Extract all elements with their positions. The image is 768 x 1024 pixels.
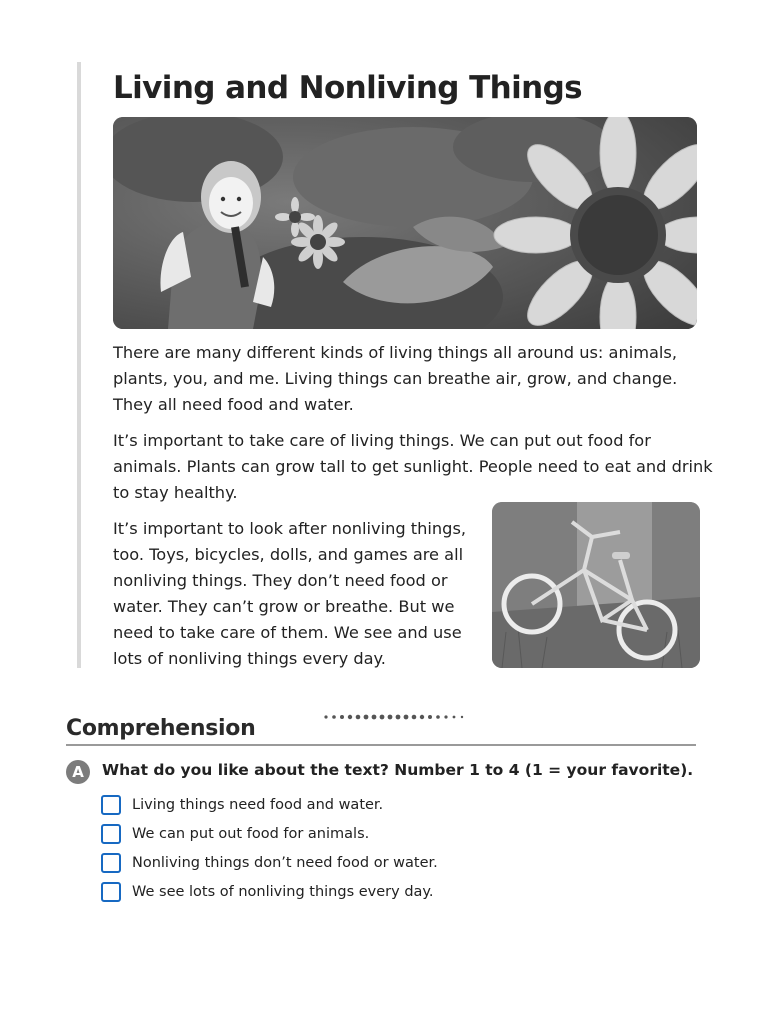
option-label: We see lots of nonliving things every day. [132, 883, 434, 900]
margin-rule [77, 62, 81, 668]
page-title: Living and Nonliving Things [113, 70, 583, 106]
list-item [101, 819, 438, 848]
paragraph-take-care-living: It’s important to take care of living things. We can put out food for animals. Plants can grow tall to get sunlight. People need to eat and drink to stay healthy. [113, 431, 713, 502]
comprehension-rule [66, 744, 696, 746]
exercise-a-question: What do you like about the text? Number 1 to 4 (1 = your favorite). [102, 761, 694, 779]
option-list [101, 790, 438, 906]
list-item [101, 877, 438, 906]
list-item [101, 790, 438, 819]
bicycle-against-tree-photo [492, 502, 700, 668]
exercise-a-badge: A [66, 760, 90, 784]
girl-with-sunflowers-photo [113, 117, 697, 329]
option-label: We can put out food for animals. [132, 825, 370, 842]
paragraph-nonliving-things: It’s important to look after nonliving things, too. Toys, bicycles, dolls, and games are all nonliving things. They don’t need food or water. They can’t grow or breathe. But we need to take care of them. We see and use lots of nonliving things every day. [113, 519, 467, 668]
option-label: Living things need food and water. [132, 796, 384, 813]
checkbox-option-4[interactable] [101, 882, 121, 902]
checkbox-option-2[interactable] [101, 824, 121, 844]
checkbox-option-1[interactable] [101, 795, 121, 815]
checkbox-option-3[interactable] [101, 853, 121, 873]
decorative-dot-divider [322, 713, 472, 721]
comprehension-heading: Comprehension [66, 716, 256, 741]
paragraph-living-things: There are many different kinds of living things all around us: animals, plants, you, and me. Living things can breathe air, grow, and change. They all need food and water. [113, 343, 678, 414]
list-item [101, 848, 438, 877]
option-label: Nonliving things don’t need food or water. [132, 854, 438, 871]
